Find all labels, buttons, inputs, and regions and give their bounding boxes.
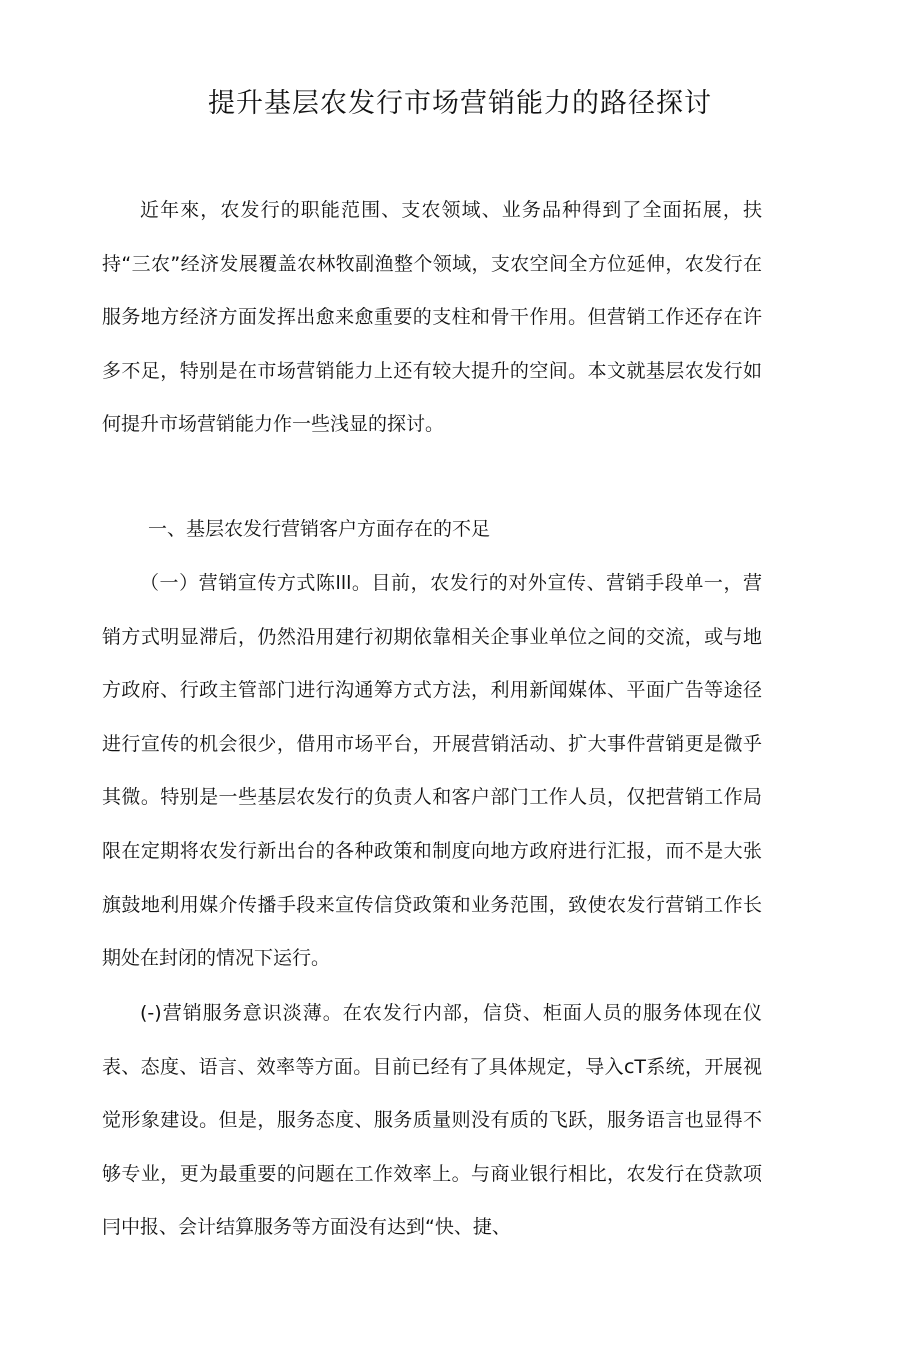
intro-paragraph: 近年來，农发行的职能范围、支农领域、业务品种得到了全面拓展，扶持“三农”经济发展覆盖农林牧副渔整个领域，支农空间全方位延伸，农发行在服务地方经济方面发挥出愈来愈重要的支柱和骨干作用。但营销工作还存在许多不足，特别是在市场营销能力上还有较大提升的空间。本文就基层农发行如何提升市场营销能力作一些浅显的探讨。 bbox=[102, 199, 762, 436]
body-paragraph-2: (-)营销服务意识淡薄。在农发行内部，信贷、柜面人员的服务体现在仪表、态度、语言、效率等方面。目前已经有了具体规定，导入cT系统，开展视觉形象建设。但是，服务态度、服务质量则没有质的飞跃，服务语言也显得不够专业，更为最重要的问题在工作效率上。与商业银行相比，农发行在贷款项冃中报、会计结算服务等方面没有达到“快、捷、 bbox=[102, 1002, 762, 1239]
body-paragraph-1: （一）营销宣传方式陈lll。目前，农发行的对外宣传、营销手段单一，营销方式明显滞后，仍然沿用建行初期依靠相关企事业单位之间的交流，或与地方政府、行政主管部门进行沟通筹方式方法，利用新闻媒体、平面广告等途径进行宣传的机会很少，借用市场平台，开展营销活动、扩大事件营销更是微乎其微。特别是一些基层农发行的负责人和客户部门工作人员，仅把营销工作局限在定期将农发行新出台的各种政策和制度向地方政府进行汇报，而不是大张旗鼓地利用媒介传播手段来宣传信贷政策和业务范围，致使农发行营销工作长期处在封闭的情况下运行。 bbox=[102, 572, 762, 970]
document-title: 提升基层农发行市场营销能力的路径探讨 bbox=[208, 88, 712, 119]
section-heading: 一、基层农发行营销客户方面存在的不足 bbox=[148, 518, 491, 540]
